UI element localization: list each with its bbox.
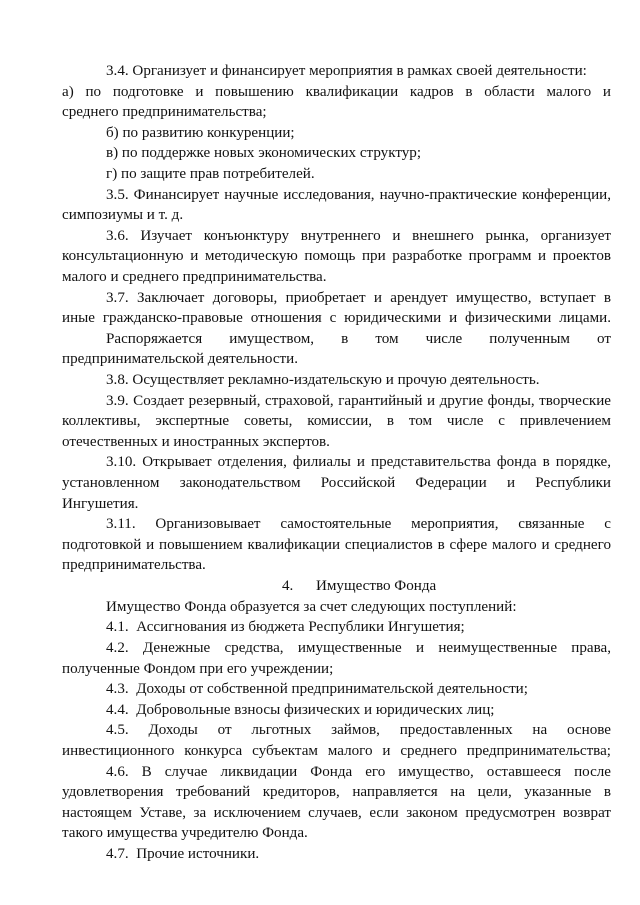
- text-line: малого и среднего предпринимательства.: [62, 269, 327, 285]
- text-line: 4.2. Денежные средства, имущественные и неимущественные права,: [106, 640, 611, 656]
- text-line: симпозиумы и т. д.: [62, 207, 184, 223]
- text-line: 3.4. Организует и финансирует мероприятия в рамках своей деятельности:: [106, 63, 587, 79]
- text-line: 3.7. Заключает договоры, приобретает и арендует имущество, вступает в: [106, 290, 611, 306]
- text-line: 4.3. Доходы от собственной предпринимательской деятельности;: [106, 681, 528, 697]
- section-heading: 4. Имущество Фонда: [282, 578, 437, 594]
- text-line: настоящем Уставе, за исключением случаев, если законом предусмотрен возврат: [62, 805, 611, 821]
- text-line: установленном законодательством Российской Федерации и Республики: [62, 475, 611, 491]
- text-line: Имущество Фонда образуется за счет следующих поступлений:: [106, 599, 517, 615]
- text-line: а) по подготовке и повышению квалификации кадров в области малого и: [62, 84, 611, 100]
- text-line: предпринимательства.: [62, 557, 206, 573]
- text-line: б) по развитию конкуренции;: [106, 125, 295, 141]
- text-line: 3.11. Организовывает самостоятельные мероприятия, связанные с: [106, 516, 611, 532]
- text-line: отечественных и иностранных экспертов.: [62, 434, 330, 450]
- text-line: инвестиционного конкурса субъектам малого и среднего предпринимательства;: [62, 743, 611, 759]
- text-line: г) по защите прав потребителей.: [106, 166, 315, 182]
- text-line: консультационную и методическую помощь при разработке программ и проектов: [62, 248, 611, 264]
- text-line: Распоряжается имуществом, в том числе полученным от: [106, 331, 611, 347]
- text-line: 3.5. Финансирует научные исследования, научно-практические конференции,: [106, 187, 611, 203]
- text-line: предпринимательской деятельности.: [62, 351, 298, 367]
- text-line: 3.6. Изучает конъюнктуру внутреннего и внешнего рынка, организует: [106, 228, 611, 244]
- text-line: 4.1. Ассигнования из бюджета Республики Ингушетия;: [106, 619, 465, 635]
- text-line: 3.8. Осуществляет рекламно-издательскую и прочую деятельность.: [106, 372, 540, 388]
- text-line: полученные Фондом при его учреждении;: [62, 661, 334, 677]
- text-line: 3.9. Создает резервный, страховой, гарантийный и другие фонды, творческие: [106, 393, 611, 409]
- text-line: 4.5. Доходы от льготных займов, предоставленных на основе: [106, 722, 611, 738]
- text-line: 4.7. Прочие источники.: [106, 846, 260, 862]
- text-line: иные гражданско-правовые отношения с юридическими и физическими лицами.: [62, 310, 611, 326]
- text-line: удовлетворения требований кредиторов, направляется на цели, указанные в: [62, 784, 611, 800]
- text-line: 3.10. Открывает отделения, филиалы и представительства фонда в порядке,: [106, 454, 611, 470]
- text-line: в) по поддержке новых экономических структур;: [106, 145, 422, 161]
- text-line: Ингушетия.: [62, 496, 139, 512]
- text-line: коллективы, экспертные советы, комиссии, в том числе с привлечением: [62, 413, 611, 429]
- text-line: 4.6. В случае ликвидации Фонда его имущество, оставшееся после: [106, 764, 611, 780]
- text-line: 4.4. Добровольные взносы физических и юридических лиц;: [106, 702, 495, 718]
- text-line: такого имущества учредителю Фонда.: [62, 825, 308, 841]
- text-line: среднего предпринимательства;: [62, 104, 267, 120]
- text-line: подготовкой и повышением квалификации специалистов в сфере малого и среднего: [62, 537, 611, 553]
